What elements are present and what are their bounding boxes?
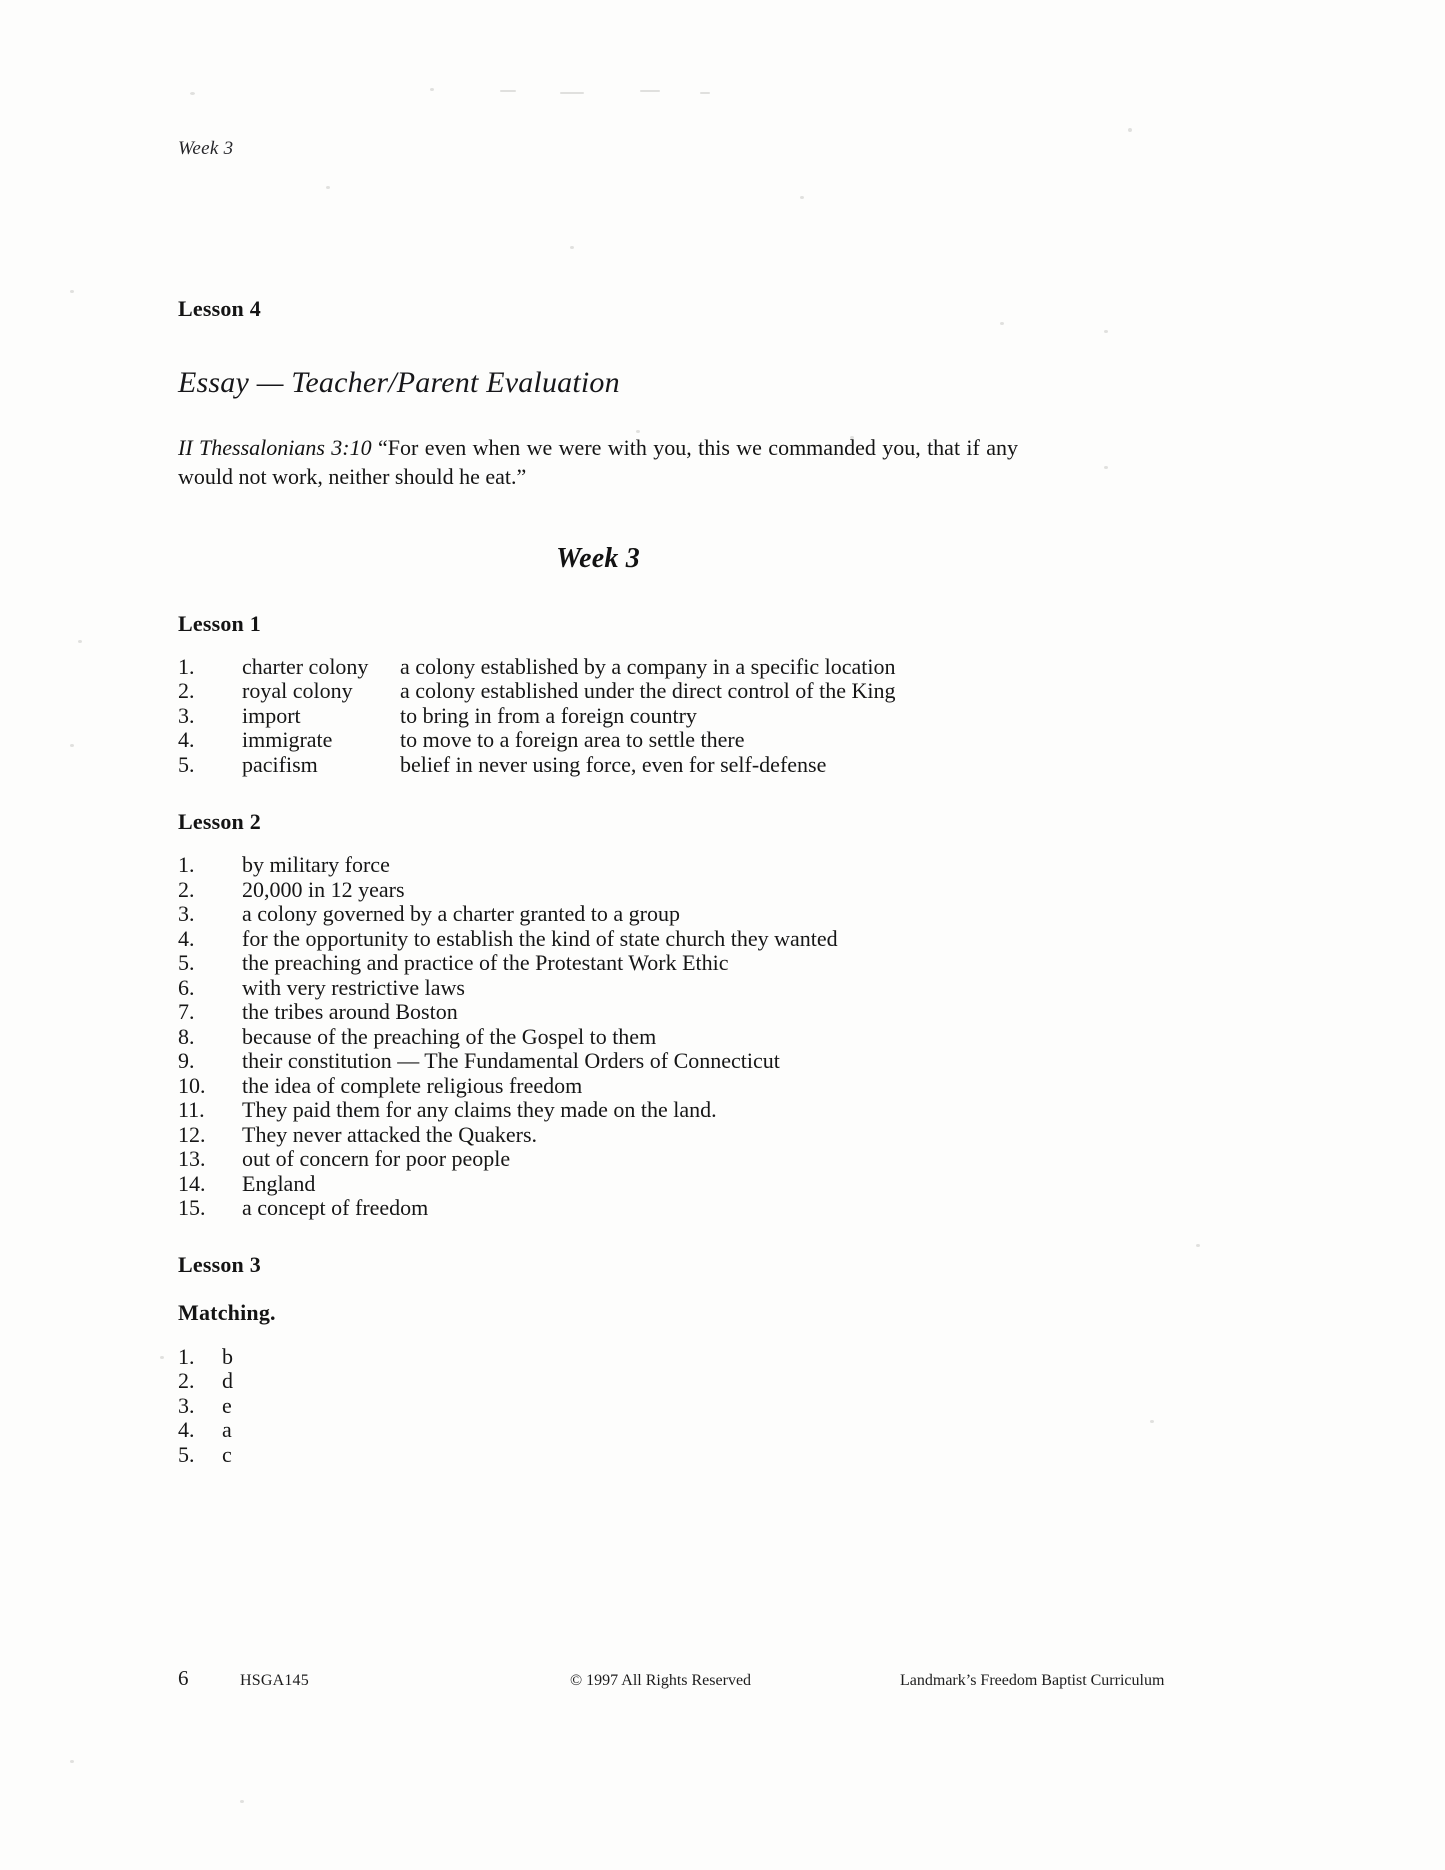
answer-text: a concept of freedom — [242, 1195, 429, 1221]
answer-row — [178, 853, 1018, 878]
item-number: 15. — [178, 1195, 206, 1221]
answer-row — [178, 1074, 1018, 1099]
vocab-definition: to move to a foreign area to settle there — [400, 727, 745, 753]
item-number: 3. — [178, 901, 195, 927]
item-number: 12. — [178, 1121, 206, 1147]
matching-row — [178, 1345, 1018, 1370]
vocab-row — [178, 679, 1018, 704]
answer-row — [178, 878, 1018, 903]
lesson-2-answer-list — [178, 853, 1018, 1221]
week-title: Week 3 — [556, 542, 640, 574]
answer-row — [178, 1049, 1018, 1074]
item-number: 9. — [178, 1048, 195, 1074]
vocab-row — [178, 728, 1018, 753]
item-number: 13. — [178, 1146, 206, 1172]
item-number: 10. — [178, 1072, 206, 1098]
footer-publisher: Landmark’s Freedom Baptist Curriculum — [900, 1672, 1165, 1689]
answer-text: the idea of complete religious freedom — [242, 1072, 583, 1098]
answer-text: the preaching and practice of the Protestant Work Ethic — [242, 950, 729, 976]
item-number: 2. — [178, 678, 195, 704]
item-number: 4. — [178, 727, 195, 753]
answer-text: by military force — [242, 852, 390, 878]
page-content — [178, 0, 1018, 1467]
item-number: 5. — [178, 751, 195, 777]
item-number: 1. — [178, 1343, 195, 1369]
lesson-3-matching-list — [178, 1345, 1018, 1468]
answer-text: They paid them for any claims they made on the land. — [242, 1097, 717, 1123]
lesson-1-vocabulary-list — [178, 655, 1018, 778]
answer-row — [178, 1123, 1018, 1148]
vocab-term: pacifism — [242, 751, 318, 777]
answer-text: the tribes around Boston — [242, 999, 458, 1025]
item-number: 4. — [178, 1417, 195, 1443]
scripture-reference: II Thessalonians 3:10 — [178, 435, 372, 460]
item-number: 8. — [178, 1023, 195, 1049]
item-number: 7. — [178, 999, 195, 1025]
vocab-term: royal colony — [242, 678, 353, 704]
item-number: 4. — [178, 925, 195, 951]
item-number: 14. — [178, 1170, 206, 1196]
vocab-term: immigrate — [242, 727, 333, 753]
answer-row — [178, 1098, 1018, 1123]
scripture-text: “For even when we were with you, this we commanded you, that if any would not work, neither should he eat.” — [178, 435, 1019, 490]
answer-text: their constitution — The Fundamental Orders of Connecticut — [242, 1048, 780, 1074]
matching-subheading: Matching. — [178, 1299, 276, 1325]
answer-row — [178, 1025, 1018, 1050]
matching-row — [178, 1394, 1018, 1419]
item-number: 2. — [178, 1368, 195, 1394]
answer-row — [178, 951, 1018, 976]
vocab-definition: a colony established under the direct control of the King — [400, 678, 896, 704]
vocab-term: import — [242, 702, 301, 728]
item-number: 3. — [178, 1392, 195, 1418]
answer-row — [178, 1172, 1018, 1197]
scripture-paragraph — [178, 433, 1018, 492]
vocab-row — [178, 753, 1018, 778]
matching-answer: d — [222, 1368, 233, 1394]
item-number: 2. — [178, 876, 195, 902]
matching-answer: c — [222, 1441, 232, 1467]
answer-text: out of concern for poor people — [242, 1146, 511, 1172]
answer-row — [178, 1196, 1018, 1221]
running-head: Week 3 — [178, 138, 234, 159]
vocab-definition: a colony established by a company in a specific location — [400, 653, 896, 679]
answer-text: England — [242, 1170, 316, 1196]
footer-page-number: 6 — [178, 1666, 189, 1690]
lesson-1-heading: Lesson 1 — [178, 610, 261, 636]
footer-document-code: HSGA145 — [240, 1672, 309, 1689]
answer-row — [178, 1147, 1018, 1172]
matching-row — [178, 1443, 1018, 1468]
matching-row — [178, 1369, 1018, 1394]
lesson-4-heading: Lesson 4 — [178, 296, 261, 321]
answer-text: 20,000 in 12 years — [242, 876, 405, 902]
answer-row — [178, 902, 1018, 927]
item-number: 6. — [178, 974, 195, 1000]
item-number: 5. — [178, 1441, 195, 1467]
matching-answer: b — [222, 1343, 233, 1369]
answer-text: because of the preaching of the Gospel to them — [242, 1023, 657, 1049]
essay-title: Essay — Teacher/Parent Evaluation — [178, 366, 620, 399]
vocab-definition: belief in never using force, even for self-defense — [400, 751, 827, 777]
answer-text: for the opportunity to establish the kind of state church they wanted — [242, 925, 838, 951]
answer-text: a colony governed by a charter granted to a group — [242, 901, 680, 927]
vocab-row — [178, 704, 1018, 729]
item-number: 11. — [178, 1097, 205, 1123]
page-footer — [178, 1666, 1178, 1691]
footer-copyright: © 1997 All Rights Reserved — [570, 1672, 752, 1689]
matching-answer: e — [222, 1392, 232, 1418]
vocab-row — [178, 655, 1018, 680]
vocab-definition: to bring in from a foreign country — [400, 702, 697, 728]
answer-row — [178, 927, 1018, 952]
matching-row — [178, 1418, 1018, 1443]
item-number: 3. — [178, 702, 195, 728]
matching-answer: a — [222, 1417, 232, 1443]
item-number: 1. — [178, 653, 195, 679]
item-number: 1. — [178, 852, 195, 878]
answer-text: They never attacked the Quakers. — [242, 1121, 538, 1147]
answer-row — [178, 976, 1018, 1001]
lesson-3-heading: Lesson 3 — [178, 1251, 261, 1277]
lesson-2-heading: Lesson 2 — [178, 809, 261, 835]
answer-row — [178, 1000, 1018, 1025]
item-number: 5. — [178, 950, 195, 976]
vocab-term: charter colony — [242, 653, 369, 679]
answer-text: with very restrictive laws — [242, 974, 465, 1000]
